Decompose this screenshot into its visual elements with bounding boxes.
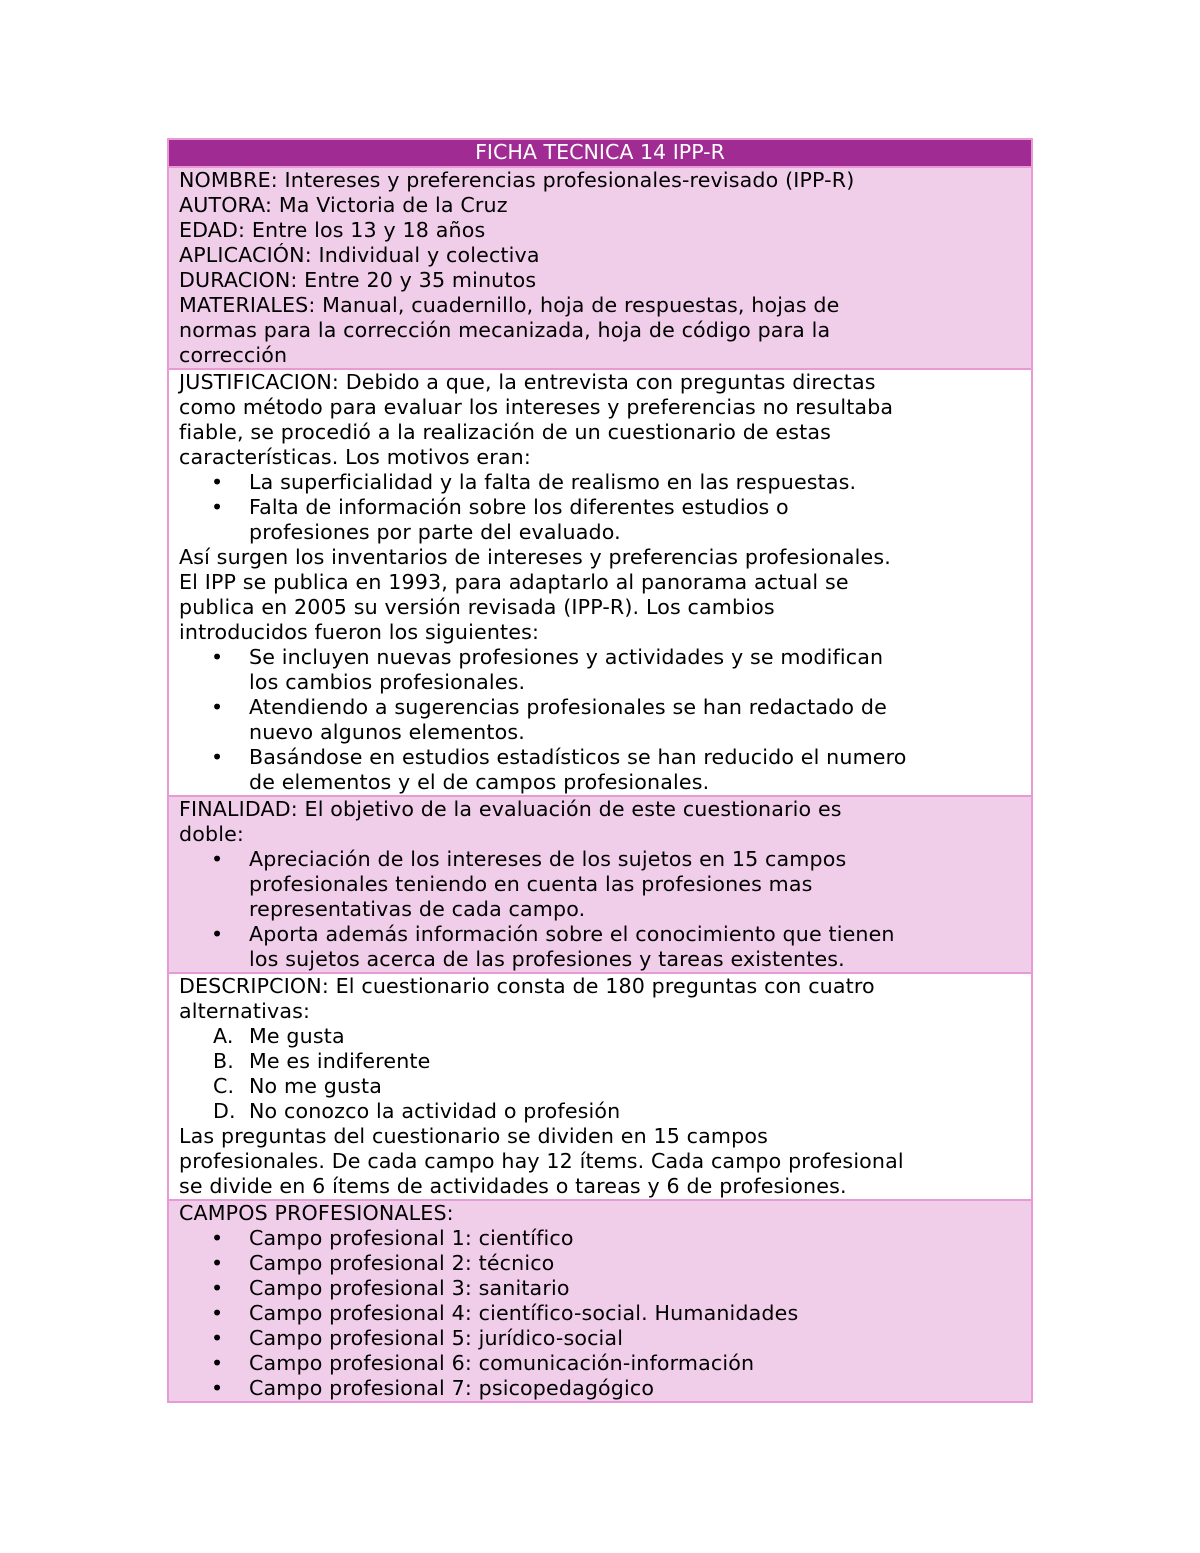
list-item — [179, 1024, 1021, 1049]
list-item-text: Se incluyen nuevas profesiones y actividades y se modifican — [249, 645, 884, 669]
field-aplicacion: APLICACIÓN: Individual y colectiva — [179, 243, 540, 267]
bullet-icon: • — [211, 1226, 224, 1250]
bullet-icon: • — [211, 470, 224, 494]
bullet-icon: • — [211, 1276, 224, 1300]
list-item-text: Atendiendo a sugerencias profesionales se han redactado de — [249, 695, 887, 719]
list-item-text: No me gusta — [249, 1074, 383, 1098]
list-item — [179, 847, 1021, 922]
list-letter: B. — [213, 1049, 234, 1073]
list-item — [179, 1376, 1021, 1401]
list-item-text: Campo profesional 2: técnico — [249, 1251, 555, 1275]
bullet-icon: • — [211, 1251, 224, 1275]
list-item-text: Basándose en estudios estadísticos se han reducido el numero — [249, 745, 907, 769]
list-item-text: Campo profesional 5: jurídico-social — [249, 1326, 624, 1350]
list-item — [179, 495, 1021, 545]
row-descripcion — [169, 974, 1031, 1201]
ficha-tecnica-table — [167, 138, 1033, 1403]
list-item — [179, 1226, 1021, 1251]
list-item-text: Falta de información sobre los diferentes estudios o — [249, 495, 789, 519]
row-justificacion — [169, 370, 1031, 797]
list-item — [179, 1351, 1021, 1376]
justificacion-intro-line: como método para evaluar los intereses y preferencias no resultaba — [179, 395, 894, 419]
bullet-icon: • — [211, 1376, 224, 1400]
justificacion-intro-line: fiable, se procedió a la realización de un cuestionario de estas — [179, 420, 832, 444]
justificacion-body-line: publica en 2005 su versión revisada (IPP-R). Los cambios — [179, 595, 775, 619]
list-item-text: La superficialidad y la falta de realismo en las respuestas. — [249, 470, 857, 494]
bullet-icon: • — [211, 847, 224, 871]
table-title: FICHA TECNICA 14 IPP-R — [169, 140, 1031, 168]
list-item-text: Campo profesional 7: psicopedagógico — [249, 1376, 655, 1400]
descripcion-intro-line: DESCRIPCION: El cuestionario consta de 180 preguntas con cuatro — [179, 974, 875, 998]
list-item — [179, 1276, 1021, 1301]
justificacion-body-line: El IPP se publica en 1993, para adaptarlo al panorama actual se — [179, 570, 849, 594]
alternativas-list — [179, 1024, 1021, 1124]
campos-heading: CAMPOS PROFESIONALES: — [179, 1201, 454, 1225]
list-item — [179, 470, 1021, 495]
list-letter: C. — [213, 1074, 235, 1098]
campos-list — [179, 1226, 1021, 1401]
descripcion-body-line: se divide en 6 ítems de actividades o tareas y 6 de profesiones. — [179, 1174, 847, 1198]
list-item — [179, 1099, 1021, 1124]
list-item — [179, 745, 1021, 795]
list-item — [179, 1049, 1021, 1074]
justificacion-body-line: Así surgen los inventarios de intereses y preferencias profesionales. — [179, 545, 891, 569]
list-item-text: Me gusta — [249, 1024, 345, 1048]
list-item-text: Campo profesional 4: científico-social. Humanidades — [249, 1301, 799, 1325]
row-datos — [169, 168, 1031, 370]
list-item — [179, 1251, 1021, 1276]
list-item — [179, 1301, 1021, 1326]
justificacion-body-line: introducidos fueron los siguientes: — [179, 620, 540, 644]
cambios-list — [179, 645, 1021, 795]
list-item-text: nuevo algunos elementos. — [249, 720, 525, 744]
row-campos — [169, 1201, 1031, 1401]
bullet-icon: • — [211, 745, 224, 769]
list-item-text: Aporta además información sobre el conocimiento que tienen — [249, 922, 895, 946]
bullet-icon: • — [211, 922, 224, 946]
bullet-icon: • — [211, 1351, 224, 1375]
field-materiales-line-2: normas para la corrección mecanizada, hoja de código para la — [179, 318, 831, 342]
finalidad-intro-line: doble: — [179, 822, 244, 846]
descripcion-body-line: profesionales. De cada campo hay 12 ítems. Cada campo profesional — [179, 1149, 904, 1173]
justificacion-intro-line: JUSTIFICACION: Debido a que, la entrevista con preguntas directas — [179, 370, 876, 394]
descripcion-intro-line: alternativas: — [179, 999, 311, 1023]
list-item-text: Campo profesional 3: sanitario — [249, 1276, 570, 1300]
motivos-list — [179, 470, 1021, 545]
descripcion-body-line: Las preguntas del cuestionario se dividen en 15 campos — [179, 1124, 768, 1148]
list-item-text: Campo profesional 6: comunicación-información — [249, 1351, 755, 1375]
list-item-text: los sujetos acerca de las profesiones y tareas existentes. — [249, 947, 845, 971]
field-materiales-line-1: MATERIALES: Manual, cuadernillo, hoja de respuestas, hojas de — [179, 293, 840, 317]
list-item — [179, 695, 1021, 745]
list-letter: D. — [213, 1099, 236, 1123]
bullet-icon: • — [211, 1301, 224, 1325]
list-item-text: los cambios profesionales. — [249, 670, 526, 694]
justificacion-intro-line: características. Los motivos eran: — [179, 445, 531, 469]
list-item-text: Apreciación de los intereses de los sujetos en 15 campos — [249, 847, 847, 871]
field-duracion: DURACION: Entre 20 y 35 minutos — [179, 268, 537, 292]
list-letter: A. — [213, 1024, 234, 1048]
list-item — [179, 1074, 1021, 1099]
bullet-icon: • — [211, 495, 224, 519]
finalidad-list — [179, 847, 1021, 972]
field-edad: EDAD: Entre los 13 y 18 años — [179, 218, 486, 242]
list-item-text: Campo profesional 1: científico — [249, 1226, 574, 1250]
list-item-text: representativas de cada campo. — [249, 897, 586, 921]
bullet-icon: • — [211, 1326, 224, 1350]
list-item — [179, 922, 1021, 972]
list-item-text: profesionales teniendo en cuenta las profesiones mas — [249, 872, 813, 896]
list-item — [179, 645, 1021, 695]
list-item-text: No conozco la actividad o profesión — [249, 1099, 621, 1123]
finalidad-intro-line: FINALIDAD: El objetivo de la evaluación de este cuestionario es — [179, 797, 842, 821]
list-item-text: Me es indiferente — [249, 1049, 431, 1073]
field-nombre: NOMBRE: Intereses y preferencias profesionales-revisado (IPP-R) — [179, 168, 855, 192]
row-finalidad — [169, 797, 1031, 974]
bullet-icon: • — [211, 645, 224, 669]
field-autora: AUTORA: Ma Victoria de la Cruz — [179, 193, 508, 217]
list-item-text: de elementos y el de campos profesionales. — [249, 770, 710, 794]
field-materiales-line-3: corrección — [179, 343, 288, 367]
bullet-icon: • — [211, 695, 224, 719]
list-item — [179, 1326, 1021, 1351]
list-item-text: profesiones por parte del evaluado. — [249, 520, 621, 544]
